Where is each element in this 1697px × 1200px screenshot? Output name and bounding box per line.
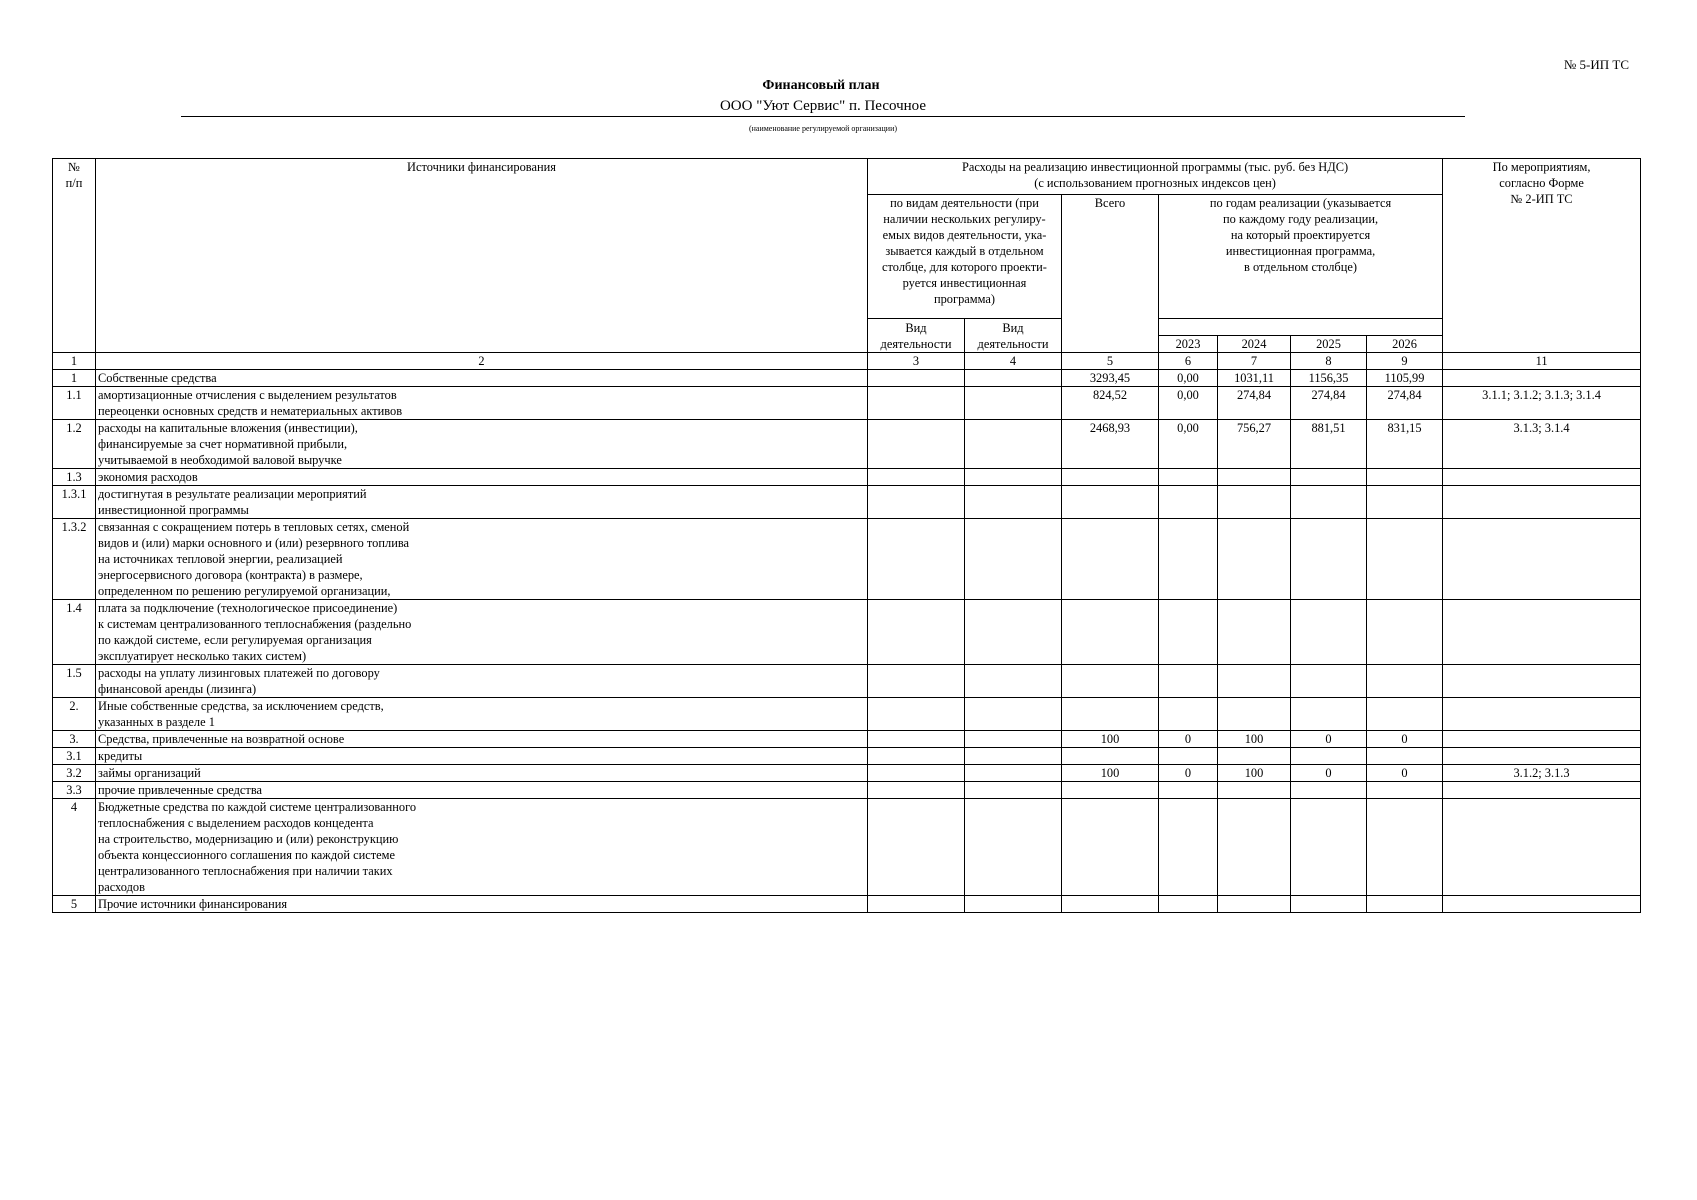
row-2024: 274,84 — [1218, 387, 1291, 420]
row-2024 — [1218, 600, 1291, 665]
row-2024: 100 — [1218, 731, 1291, 748]
row-number: 1.2 — [53, 420, 96, 469]
row-activity-2 — [965, 370, 1062, 387]
row-2025 — [1291, 469, 1367, 486]
row-activity-2 — [965, 600, 1062, 665]
row-total — [1062, 698, 1159, 731]
table-row — [53, 896, 1641, 913]
row-2024 — [1218, 519, 1291, 600]
table-row — [53, 665, 1641, 698]
header-activity-1: Вид деятельности — [868, 319, 965, 353]
row-measures — [1443, 896, 1641, 913]
row-2023 — [1159, 782, 1218, 799]
data-rows — [53, 370, 1641, 913]
row-2026 — [1367, 519, 1443, 600]
row-activity-1 — [868, 765, 965, 782]
row-activity-2 — [965, 665, 1062, 698]
row-2023 — [1159, 698, 1218, 731]
row-total — [1062, 782, 1159, 799]
row-2025: 1156,35 — [1291, 370, 1367, 387]
row-activity-2 — [965, 765, 1062, 782]
row-2023: 0,00 — [1159, 370, 1218, 387]
row-2025 — [1291, 665, 1367, 698]
row-2026: 1105,99 — [1367, 370, 1443, 387]
row-2023 — [1159, 665, 1218, 698]
header-years-spacer — [1159, 319, 1443, 336]
row-2025: 274,84 — [1291, 387, 1367, 420]
row-2025: 0 — [1291, 731, 1367, 748]
row-activity-1 — [868, 748, 965, 765]
row-2024 — [1218, 896, 1291, 913]
row-2024 — [1218, 665, 1291, 698]
row-2024 — [1218, 799, 1291, 896]
row-measures: 3.1.2; 3.1.3 — [1443, 765, 1641, 782]
row-number: 3.3 — [53, 782, 96, 799]
document-title: Финансовый план — [762, 78, 880, 93]
row-2025 — [1291, 782, 1367, 799]
organization-name: ООО "Уют Сервис" п. Песочное — [181, 98, 1465, 117]
row-2024 — [1218, 469, 1291, 486]
row-measures — [1443, 731, 1641, 748]
row-activity-1 — [868, 387, 965, 420]
row-activity-2 — [965, 731, 1062, 748]
row-2026 — [1367, 799, 1443, 896]
row-activity-1 — [868, 665, 965, 698]
row-number: 3.2 — [53, 765, 96, 782]
row-total: 100 — [1062, 765, 1159, 782]
row-activity-1 — [868, 799, 965, 896]
row-2025 — [1291, 698, 1367, 731]
row-measures: 3.1.1; 3.1.2; 3.1.3; 3.1.4 — [1443, 387, 1641, 420]
row-activity-2 — [965, 420, 1062, 469]
row-2023 — [1159, 799, 1218, 896]
row-activity-1 — [868, 486, 965, 519]
row-activity-2 — [965, 486, 1062, 519]
table-row — [53, 519, 1641, 600]
row-2026 — [1367, 698, 1443, 731]
row-source: Средства, привлеченные на возвратной основе — [96, 731, 868, 748]
row-activity-1 — [868, 896, 965, 913]
header-no: № п/п — [53, 159, 96, 353]
row-number: 1.3 — [53, 469, 96, 486]
row-total: 824,52 — [1062, 387, 1159, 420]
row-number: 1 — [53, 370, 96, 387]
row-total — [1062, 519, 1159, 600]
row-number: 1.5 — [53, 665, 96, 698]
row-2023 — [1159, 748, 1218, 765]
row-2026 — [1367, 469, 1443, 486]
row-2024: 100 — [1218, 765, 1291, 782]
row-measures — [1443, 782, 1641, 799]
row-total — [1062, 469, 1159, 486]
row-activity-2 — [965, 698, 1062, 731]
row-2025 — [1291, 519, 1367, 600]
header-by-activity: по видам деятельности (при наличии нескольких регулиру- емых видов деятельности, ука- зывается каждый в отдельном столбце, для которого проекти- руется инвестиционная программа) — [868, 195, 1062, 319]
row-number: 4 — [53, 799, 96, 896]
row-2025 — [1291, 600, 1367, 665]
row-total: 2468,93 — [1062, 420, 1159, 469]
row-measures — [1443, 665, 1641, 698]
header-activity-2: Вид деятельности — [965, 319, 1062, 353]
row-source: прочие привлеченные средства — [96, 782, 868, 799]
row-2026 — [1367, 782, 1443, 799]
row-2023 — [1159, 519, 1218, 600]
row-activity-2 — [965, 896, 1062, 913]
row-source: Прочие источники финансирования — [96, 896, 868, 913]
row-2026: 274,84 — [1367, 387, 1443, 420]
row-2026 — [1367, 896, 1443, 913]
row-source: амортизационные отчисления с выделением результатов переоценки основных средств и нематериальных активов — [96, 387, 868, 420]
row-activity-1 — [868, 731, 965, 748]
row-activity-1 — [868, 698, 965, 731]
col-number: 8 — [1291, 353, 1367, 370]
row-total — [1062, 896, 1159, 913]
row-2026 — [1367, 748, 1443, 765]
row-2026: 0 — [1367, 765, 1443, 782]
row-2024 — [1218, 486, 1291, 519]
header-year-2025: 2025 — [1291, 336, 1367, 353]
row-2026: 831,15 — [1367, 420, 1443, 469]
row-source: займы организаций — [96, 765, 868, 782]
row-measures — [1443, 486, 1641, 519]
row-2025 — [1291, 486, 1367, 519]
row-2024 — [1218, 748, 1291, 765]
col-number: 7 — [1218, 353, 1291, 370]
table-row — [53, 486, 1641, 519]
row-activity-1 — [868, 519, 965, 600]
row-activity-1 — [868, 782, 965, 799]
row-source: Бюджетные средства по каждой системе централизованного теплоснабжения с выделением расходов концедента на строительство, модернизацию и (или) реконструкцию объекта концессионного соглашения по каждой системе централизованного теплоснабжения при наличии таких расходов — [96, 799, 868, 896]
col-number: 3 — [868, 353, 965, 370]
row-measures — [1443, 519, 1641, 600]
row-2026 — [1367, 600, 1443, 665]
table-row — [53, 600, 1641, 665]
row-activity-2 — [965, 748, 1062, 765]
row-2023 — [1159, 469, 1218, 486]
header-year-2026: 2026 — [1367, 336, 1443, 353]
row-activity-2 — [965, 799, 1062, 896]
form-number: № 5-ИП ТС — [1563, 57, 1629, 72]
header-by-years: по годам реализации (указывается по каждому году реализации, на который проектируется инвестиционная программа, в отдельном столбце) — [1159, 195, 1443, 319]
row-activity-2 — [965, 469, 1062, 486]
row-measures — [1443, 748, 1641, 765]
row-total: 3293,45 — [1062, 370, 1159, 387]
row-source: кредиты — [96, 748, 868, 765]
row-2026: 0 — [1367, 731, 1443, 748]
row-activity-2 — [965, 519, 1062, 600]
col-number: 1 — [53, 353, 96, 370]
row-source: Собственные средства — [96, 370, 868, 387]
header-measures: По мероприятиям, согласно Форме № 2-ИП ТС — [1443, 159, 1641, 353]
row-measures — [1443, 698, 1641, 731]
table-row — [53, 387, 1641, 420]
row-2023: 0 — [1159, 731, 1218, 748]
row-2024: 756,27 — [1218, 420, 1291, 469]
table-row — [53, 782, 1641, 799]
row-total: 100 — [1062, 731, 1159, 748]
table-row — [53, 799, 1641, 896]
table-row — [53, 731, 1641, 748]
header-total: Всего — [1062, 195, 1159, 353]
row-measures — [1443, 370, 1641, 387]
row-number: 1.4 — [53, 600, 96, 665]
table-row — [53, 420, 1641, 469]
row-source: связанная с сокращением потерь в тепловых сетях, сменой видов и (или) марки основного и (или) резервного топлива на источниках тепловой энергии, реализацией энергосервисного договора (контракта) в размере, определенном по решению регулируемой организации, — [96, 519, 868, 600]
col-number: 2 — [96, 353, 868, 370]
row-measures — [1443, 600, 1641, 665]
header-year-2024: 2024 — [1218, 336, 1291, 353]
row-source: достигнутая в результате реализации мероприятий инвестиционной программы — [96, 486, 868, 519]
row-total — [1062, 600, 1159, 665]
row-source: Иные собственные средства, за исключением средств, указанных в разделе 1 — [96, 698, 868, 731]
header-year-2023: 2023 — [1159, 336, 1218, 353]
row-total — [1062, 799, 1159, 896]
row-total — [1062, 665, 1159, 698]
row-activity-1 — [868, 469, 965, 486]
row-2024 — [1218, 698, 1291, 731]
row-2023 — [1159, 486, 1218, 519]
row-activity-1 — [868, 600, 965, 665]
col-number: 9 — [1367, 353, 1443, 370]
col-number: 11 — [1443, 353, 1641, 370]
row-2023: 0,00 — [1159, 387, 1218, 420]
header-expenses: Расходы на реализацию инвестиционной программы (тыс. руб. без НДС) (с использованием прогнозных индексов цен) — [868, 159, 1443, 195]
row-2025 — [1291, 748, 1367, 765]
row-2025: 881,51 — [1291, 420, 1367, 469]
row-measures: 3.1.3; 3.1.4 — [1443, 420, 1641, 469]
row-2025: 0 — [1291, 765, 1367, 782]
table-row — [53, 748, 1641, 765]
table-row — [53, 469, 1641, 486]
financial-plan-table — [52, 158, 1641, 913]
row-number: 5 — [53, 896, 96, 913]
row-number: 3. — [53, 731, 96, 748]
row-2025 — [1291, 896, 1367, 913]
row-2025 — [1291, 799, 1367, 896]
header-row-1 — [53, 159, 1641, 195]
row-source: экономия расходов — [96, 469, 868, 486]
row-source: расходы на уплату лизинговых платежей по договору финансовой аренды (лизинга) — [96, 665, 868, 698]
row-measures — [1443, 799, 1641, 896]
table-row — [53, 370, 1641, 387]
row-number: 3.1 — [53, 748, 96, 765]
row-2024 — [1218, 782, 1291, 799]
row-number: 1.3.1 — [53, 486, 96, 519]
row-2024: 1031,11 — [1218, 370, 1291, 387]
organization-caption: (наименование регулируемой организации) — [748, 124, 898, 133]
row-activity-2 — [965, 387, 1062, 420]
col-number: 5 — [1062, 353, 1159, 370]
row-number: 1.3.2 — [53, 519, 96, 600]
row-measures — [1443, 469, 1641, 486]
row-2023: 0,00 — [1159, 420, 1218, 469]
column-numbers-row — [53, 353, 1641, 370]
row-total — [1062, 748, 1159, 765]
row-activity-1 — [868, 370, 965, 387]
row-number: 1.1 — [53, 387, 96, 420]
col-number: 4 — [965, 353, 1062, 370]
row-source: плата за подключение (технологическое присоединение) к системам централизованного теплоснабжения (раздельно по каждой системе, если регулируемая организация эксплуатирует несколько таких систем) — [96, 600, 868, 665]
row-total — [1062, 486, 1159, 519]
row-2026 — [1367, 486, 1443, 519]
col-number: 6 — [1159, 353, 1218, 370]
row-activity-2 — [965, 782, 1062, 799]
header-sources: Источники финансирования — [96, 159, 868, 353]
table-row — [53, 698, 1641, 731]
row-number: 2. — [53, 698, 96, 731]
row-2023 — [1159, 600, 1218, 665]
table-row — [53, 765, 1641, 782]
row-2023: 0 — [1159, 765, 1218, 782]
row-activity-1 — [868, 420, 965, 469]
row-source: расходы на капитальные вложения (инвестиции), финансируемые за счет нормативной прибыли, учитываемой в необходимой валовой выручке — [96, 420, 868, 469]
row-2026 — [1367, 665, 1443, 698]
row-2023 — [1159, 896, 1218, 913]
